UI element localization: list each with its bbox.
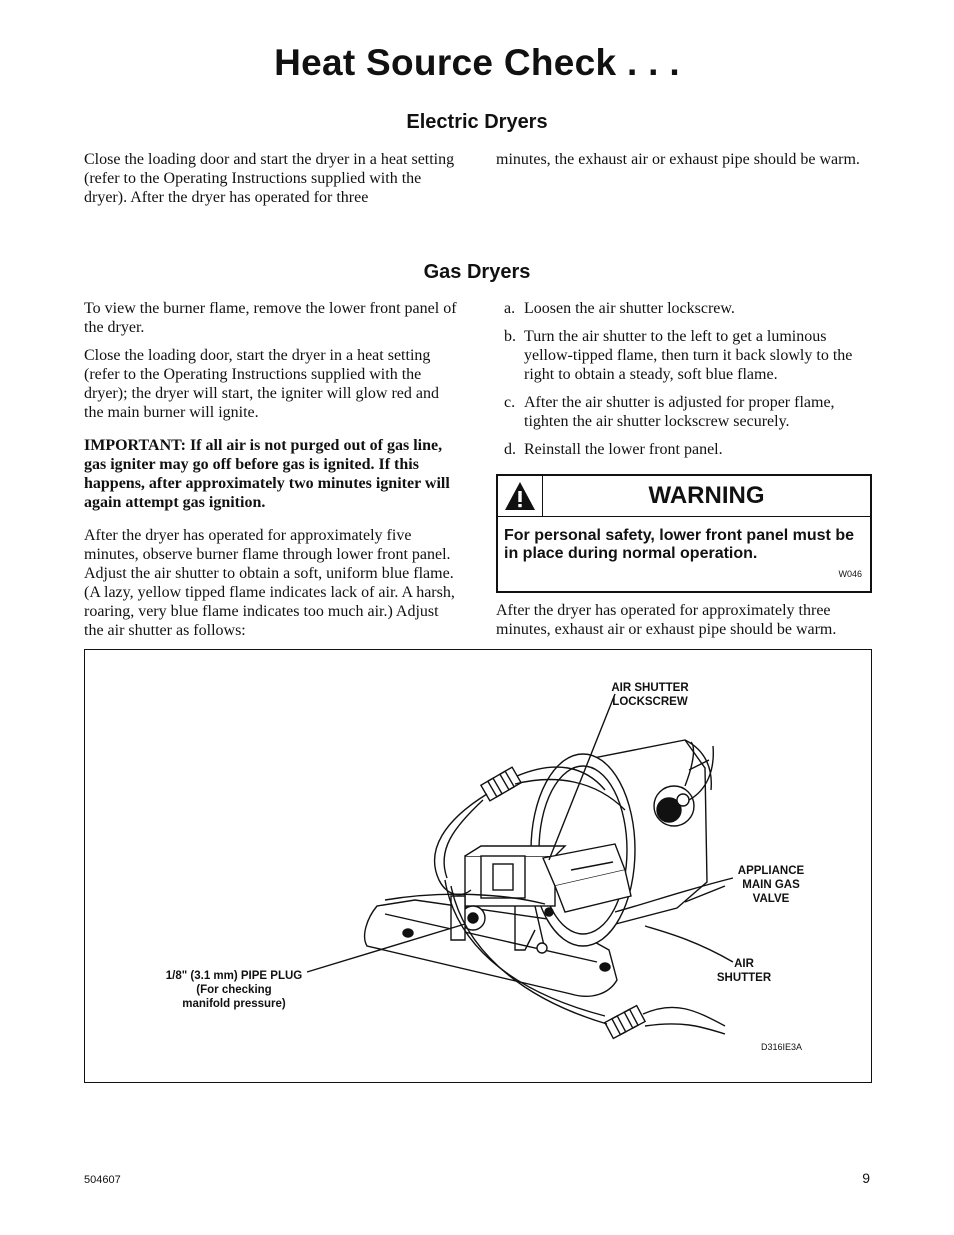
- warning-icon-cell: [498, 476, 543, 516]
- warning-code: W046: [838, 569, 862, 579]
- gas-important-note: IMPORTANT: If all air is not purged out of gas line, gas igniter may go off before gas is ignited. If this happens, after approximately two minutes igniter will again attempt gas ignition.: [84, 437, 450, 511]
- callout-line: AIR SHUTTER: [611, 682, 689, 694]
- gas-paragraph-3: After the dryer has operated for approximately five minutes, observe burner flame through lower front panel. Adjust the air shutter to obtain a soft, uniform blue flame. (A lazy, yellow tipped flame indicates lack of air. A harsh, roaring, very blue flame indicates too much air.) Adjust the air shutter as follows:: [84, 527, 455, 639]
- callout-line: 1/8" (3.1 mm) PIPE PLUG: [165, 970, 303, 982]
- step-text: After the air shutter is adjusted for proper flame, tighten the air shutter lockscrew securely.: [524, 394, 835, 430]
- page-title: Heat Source Check . . .: [274, 42, 680, 83]
- callout-line: SHUTTER: [716, 972, 772, 984]
- callout-pipe-plug: [149, 969, 319, 1011]
- callout-line: LOCKSCREW: [612, 696, 688, 708]
- gas-paragraph-2: Close the loading door, start the dryer in a heat setting (refer to the Operating Instructions supplied with the dryer); the dryer will start, the igniter will glow red and the main burner will ignite.: [84, 347, 440, 421]
- step-letter: b.: [504, 328, 516, 345]
- callout-line: AIR: [734, 958, 754, 970]
- electric-left-column: [84, 150, 459, 216]
- callout-line: APPLIANCE: [737, 865, 805, 877]
- step-text: Loosen the air shutter lockscrew.: [524, 300, 735, 317]
- callout-line: manifold pressure): [182, 998, 286, 1010]
- callout-line: (For checking: [196, 984, 272, 996]
- electric-paragraph-1: Close the loading door and start the dryer in a heat setting (refer to the Operating Instructions supplied with the dryer). After the dryer has operated for three: [84, 151, 455, 206]
- list-item: [496, 393, 871, 431]
- burner-figure: [84, 649, 872, 1083]
- figure-code: D316IE3A: [761, 1042, 803, 1052]
- warning-text: For personal safety, lower front panel must be in place during normal operation.: [504, 527, 854, 562]
- callout-air-shutter: [703, 957, 785, 985]
- after-warning-paragraph: After the dryer has operated for approximately three minutes, exhaust air or exhaust pipe should be warm.: [496, 602, 837, 638]
- warning-title: WARNING: [648, 482, 765, 509]
- callout-appliance-main-gas-valve: [725, 864, 817, 906]
- step-letter: c.: [504, 394, 516, 411]
- list-item: [496, 327, 871, 384]
- warning-header: [498, 476, 870, 517]
- warning-triangle-icon: [503, 480, 537, 512]
- step-text: Reinstall the lower front panel.: [524, 441, 723, 458]
- electric-paragraph-2: minutes, the exhaust air or exhaust pipe should be warm.: [496, 151, 860, 168]
- gas-dryers-heading: Gas Dryers: [423, 261, 531, 283]
- gas-paragraph-1: To view the burner flame, remove the lower front panel of the dryer.: [84, 300, 457, 336]
- step-text: Turn the air shutter to the left to get a luminous yellow-tipped flame, then turn it back slowly to the right to obtain a steady, soft blue flame.: [524, 328, 853, 383]
- step-letter: a.: [504, 300, 516, 317]
- electric-right-column: [496, 150, 871, 178]
- gas-left-column: [84, 299, 459, 649]
- page-number: 9: [862, 1170, 870, 1186]
- warning-box: [496, 474, 872, 593]
- step-letter: d.: [504, 441, 516, 458]
- list-item: [496, 299, 871, 318]
- gas-after-warning: [496, 601, 871, 648]
- list-item: [496, 440, 871, 459]
- callout-line: MAIN GAS: [742, 879, 800, 891]
- document-number: 504607: [84, 1174, 121, 1186]
- callout-line: VALVE: [752, 893, 790, 905]
- gas-steps-list: [496, 299, 871, 468]
- callout-air-shutter-lockscrew: [600, 681, 700, 709]
- electric-dryers-heading: Electric Dryers: [406, 111, 548, 133]
